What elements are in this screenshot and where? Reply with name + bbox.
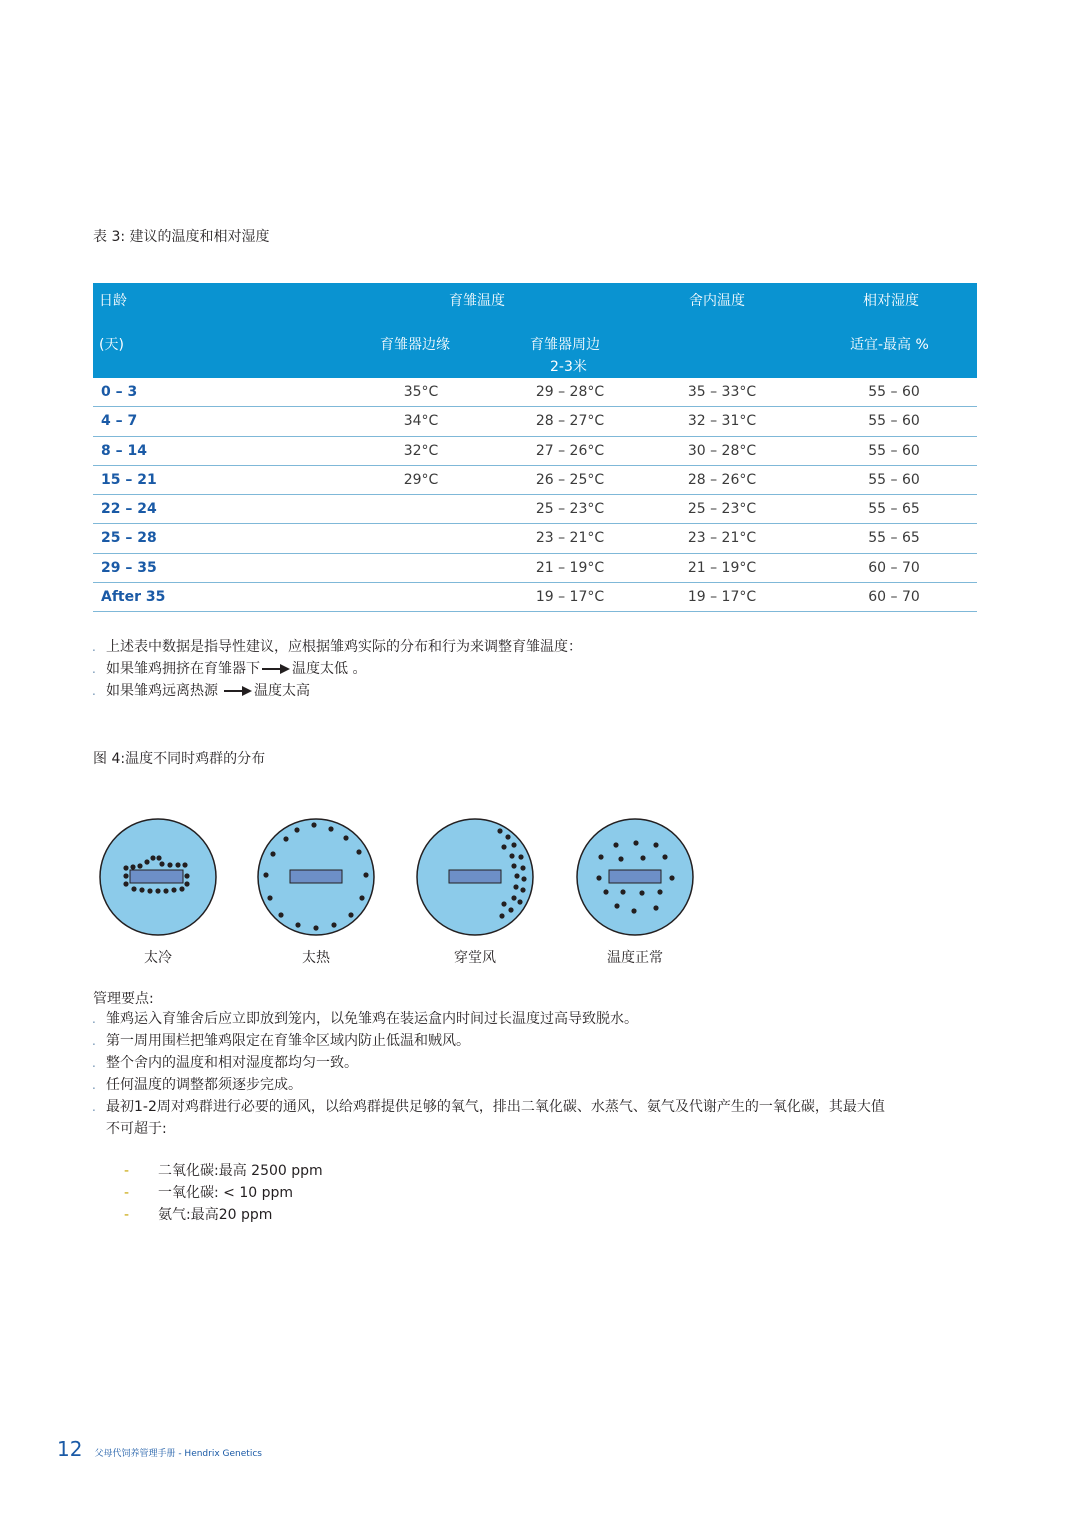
gas-limits-list — [124, 1160, 323, 1226]
chick-distribution-figure — [90, 812, 710, 942]
table-caption: 表 3: 建议的温度和相对湿度 — [93, 229, 270, 245]
page-number: 12 — [57, 1437, 83, 1461]
gas-limit-item: - 二氧化碳:最高 2500 ppm — [124, 1163, 323, 1179]
header-brooder-around-distance: 2-3米 — [550, 359, 587, 375]
header-age-unit: (天) — [99, 337, 124, 353]
label-normal: 温度正常 — [607, 950, 663, 966]
header-humidity: 相对湿度 — [863, 293, 919, 309]
page-footer — [57, 1437, 262, 1461]
too-cold-diagram — [100, 819, 216, 935]
table-row: 8 – 14 32°C 27 – 26°C 30 – 28°C 55 – 60 — [93, 437, 977, 466]
too-hot-diagram — [258, 819, 374, 935]
note-item: . 如果雏鸡拥挤在育雏器下 温度太低 。 — [92, 661, 367, 677]
gas-limit-item: - 氨气:最高20 ppm — [124, 1207, 273, 1223]
table-row: 29 – 35 21 – 19°C 21 – 19°C 60 – 70 — [93, 554, 977, 583]
table-row: 25 – 28 23 – 21°C 23 – 21°C 55 – 65 — [93, 524, 977, 553]
table-row: 4 – 7 34°C 28 – 27°C 32 – 31°C 55 – 60 — [93, 407, 977, 436]
header-brooding-temp: 育雏温度 — [449, 293, 505, 309]
management-item: . 第一周用围栏把雏鸡限定在育雏伞区域内防止低温和贼风。 — [92, 1033, 470, 1049]
arrow-right-icon — [262, 664, 290, 674]
header-humidity-sub: 适宜-最高 % — [850, 337, 929, 353]
arrow-right-icon — [224, 686, 252, 696]
table-row: 22 – 24 25 – 23°C 25 – 23°C 55 – 65 — [93, 495, 977, 524]
management-item: . 任何温度的调整都须逐步完成。 — [92, 1077, 302, 1093]
header-brooder-edge: 育雏器边缘 — [380, 337, 450, 353]
header-house-temp: 舍内温度 — [689, 293, 745, 309]
management-list — [92, 1008, 885, 1140]
management-item: . 整个舍内的温度和相对湿度都均匀一致。 — [92, 1055, 358, 1071]
management-item: . 雏鸡运入育雏舍后应立即放到笼内，以免雏鸡在装运盒内时间过长温度过高导致脱水。 — [92, 1011, 638, 1027]
draught-diagram — [417, 819, 533, 935]
temperature-humidity-table — [93, 283, 977, 612]
footer-text: 父母代饲养管理手册 - Hendrix Genetics — [94, 1449, 262, 1459]
label-too-cold: 太冷 — [144, 950, 172, 966]
label-too-hot: 太热 — [302, 950, 330, 966]
header-age: 日龄 — [99, 293, 127, 309]
table-row: After 35 19 – 17°C 19 – 17°C 60 – 70 — [93, 583, 977, 612]
note-item: . 如果雏鸡远离热源 温度太高 — [92, 683, 310, 699]
management-item: . 最初1-2周对鸡群进行必要的通风，以给鸡群提供足够的氧气，排出二氧化碳、水蒸气、氨气及代谢产生的一氧化碳，其最大值 — [92, 1099, 885, 1115]
gas-limit-item: - 一氧化碳: < 10 ppm — [124, 1185, 294, 1201]
management-item-continuation: 不可超于: — [106, 1121, 167, 1137]
note-item: . 上述表中数据是指导性建议，应根据雏鸡实际的分布和行为来调整育雏温度： — [92, 639, 582, 655]
normal-temperature-diagram — [577, 819, 693, 935]
table-row: 15 – 21 29°C 26 – 25°C 28 – 26°C 55 – 60 — [93, 466, 977, 495]
figure-caption: 图 4:温度不同时鸡群的分布 — [93, 751, 266, 767]
table-header — [93, 283, 977, 378]
table-row: 0 – 3 35°C 29 – 28°C 35 – 33°C 55 – 60 — [93, 378, 977, 407]
label-draught: 穿堂风 — [454, 950, 496, 966]
table-body — [93, 378, 977, 612]
notes-list — [92, 636, 582, 702]
header-brooder-around: 育雏器周边 — [530, 337, 600, 353]
management-title: 管理要点: — [93, 991, 154, 1007]
